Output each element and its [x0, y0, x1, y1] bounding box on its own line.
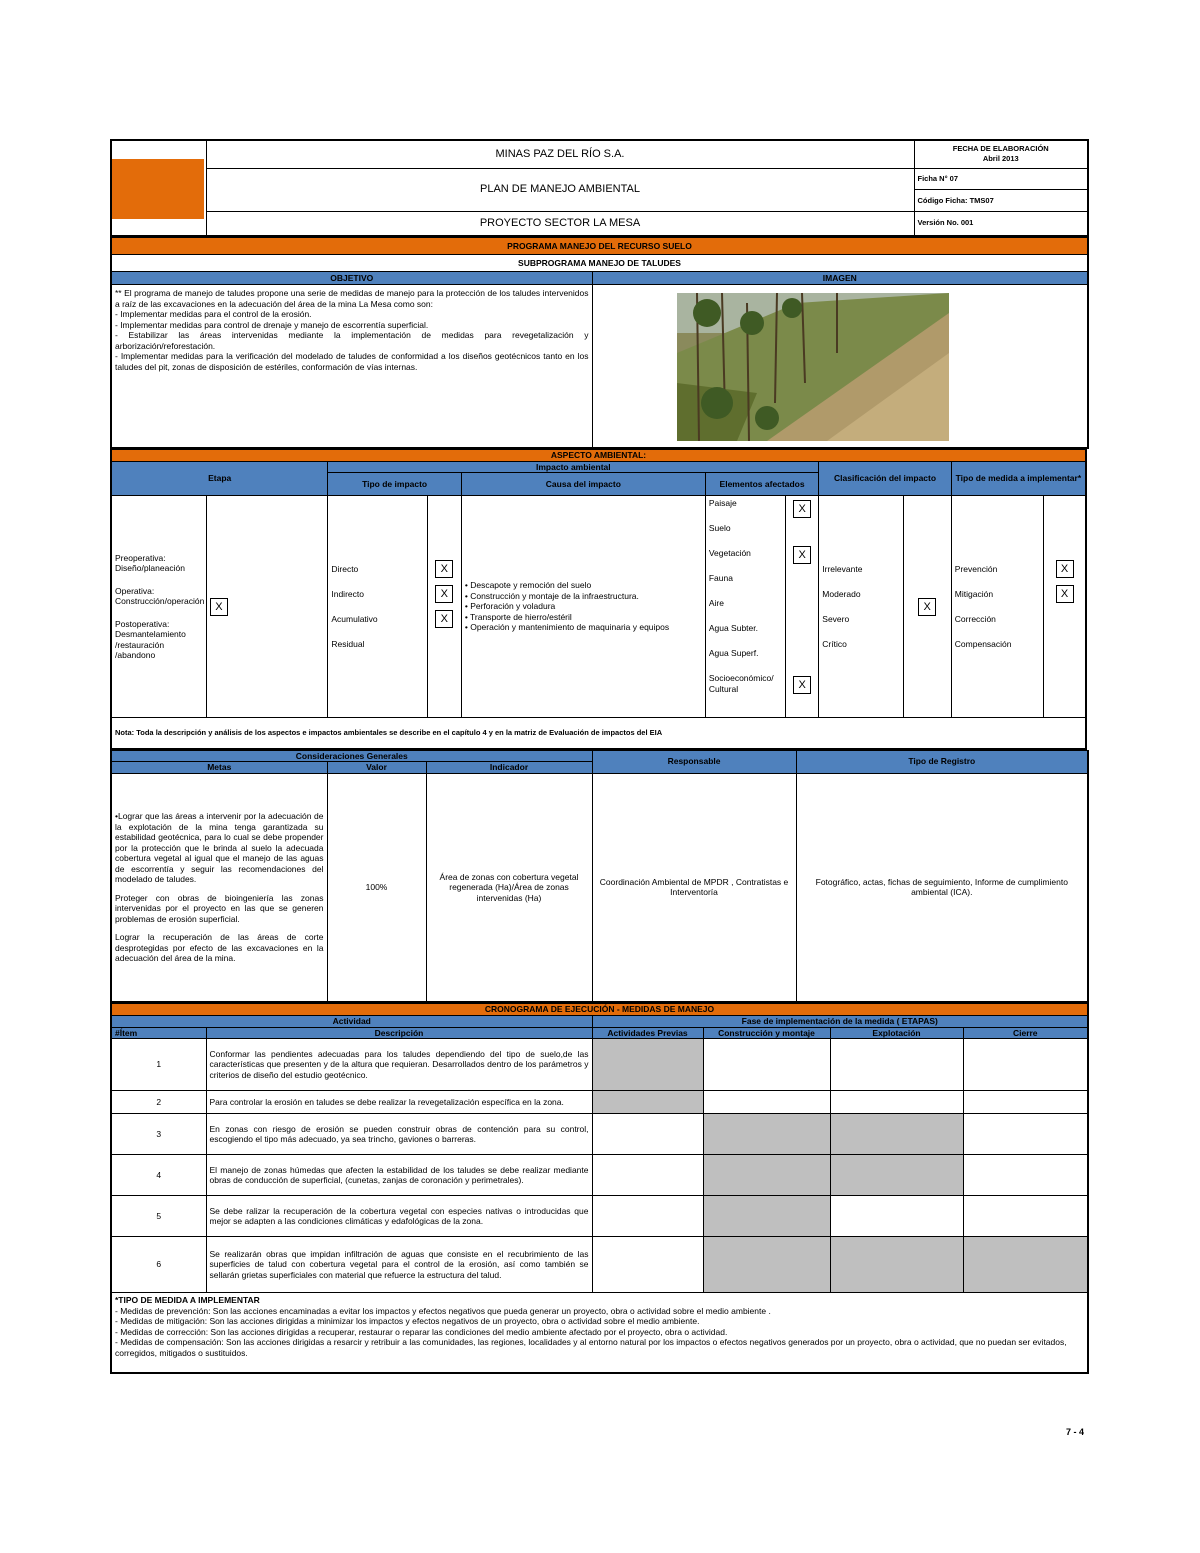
row-description: El manejo de zonas húmedas que afecten la estabilidad de los taludes se debe realizar mediante obras de conducción de superficial, (cunetas, zanjas de coronación y perimetrales).	[206, 1155, 592, 1196]
tipo-medida-title: *TIPO DE MEDIDA A IMPLEMENTAR	[115, 1295, 260, 1305]
etapa-item: Diseño/planeación	[115, 563, 185, 573]
objetivo-line: - Estabilizar las áreas intervenidas mediante la implementación de medidas para revegetalización y arborización/reforestación.	[115, 330, 589, 351]
valor-value: 100%	[327, 773, 426, 1002]
fecha-value: Abril 2013	[982, 154, 1019, 164]
etapa-item: Desmantelamiento /restauración /abandono	[115, 629, 186, 660]
phase-cell	[830, 1039, 963, 1091]
cronograma-title: CRONOGRAMA DE EJECUCIÓN - MEDIDAS DE MANEJO	[111, 1004, 1088, 1016]
table-row	[111, 1155, 1088, 1196]
registro-value: Fotográfico, actas, fichas de seguimiento, Informe de cumplimiento ambiental (ICA).	[796, 773, 1088, 1002]
col-actividades-previas: Actividades Previas	[592, 1027, 703, 1039]
indicador-value: Área de zonas con cobertura vegetal regenerada (Ha)/Área de zonas intervenidas (Ha)	[426, 773, 592, 1002]
phase-cell	[592, 1114, 703, 1155]
tipo-item: Residual	[331, 638, 365, 649]
etapa-list	[111, 496, 206, 718]
meta-item: Proteger con obras de bioingeniería las zonas intervenidas por el proyecto en las que se generen problemas de erosión superficial.	[115, 892, 324, 924]
clasificacion-item: Moderado	[822, 588, 861, 599]
tipo-medida-line: - Medidas de mitigación: Son las acciones dirigidas a minimizar los impactos y efectos negativos de un proyecto, obra o actividad sobre el medio ambiente.	[115, 1316, 700, 1326]
header-table	[110, 139, 1089, 237]
row-description: Conformar las pendientes adecuadas para los taludes dependiendo del tipo de suelo,de las características que presenten y de la altura que requieran. Desarrollados dentro de los parámetros y criterios de diseño del estudio geotécnico.	[206, 1039, 592, 1091]
cronograma-table	[110, 1003, 1089, 1374]
codigo-ficha: Código Ficha: TMS07	[917, 195, 994, 205]
phase-cell	[703, 1039, 830, 1091]
phase-cell-filled	[830, 1155, 963, 1196]
fecha-label: FECHA DE ELABORACIÓN	[952, 143, 1049, 153]
row-description: Se realizarán obras que impidan infiltración de aguas que consiste en el recubrimiento de las superficies de talud con cobertura vegetal para el control de la erosión, así como también se sellarán grietas superficiales con material que refuerce la estructura del talud.	[206, 1237, 592, 1293]
etapa-mark: X	[210, 598, 228, 616]
causa-header: Causa del impacto	[461, 473, 705, 496]
metas-header: Metas	[111, 762, 327, 774]
imagen-cell	[592, 285, 1088, 448]
elemento-item: Fauna	[708, 573, 733, 583]
indicador-header: Indicador	[426, 762, 592, 774]
elemento-item: Socioeconómico/ Cultural	[708, 673, 774, 694]
metas-cell	[111, 773, 327, 1002]
medida-mark: X	[1056, 560, 1074, 578]
phase-cell	[592, 1237, 703, 1293]
responsable-value: Coordinación Ambiental de MPDR , Contratistas e Interventoría	[592, 773, 796, 1002]
page-number: 7 - 4	[1066, 1427, 1085, 1437]
tipo-mark: X	[435, 560, 453, 578]
table-row	[111, 1114, 1088, 1155]
tipo-item: Directo	[331, 563, 359, 574]
project-title: PROYECTO SECTOR LA MESA	[206, 211, 914, 236]
tipo-marks	[427, 496, 461, 718]
row-number: 6	[111, 1237, 206, 1293]
consideraciones-header: Consideraciones Generales	[111, 750, 592, 762]
elementos-list	[705, 496, 785, 718]
phase-cell	[963, 1091, 1088, 1114]
elementos-marks	[786, 496, 819, 718]
program-title: PROGRAMA MANEJO DEL RECURSO SUELO	[111, 238, 1088, 255]
phase-cell	[592, 1196, 703, 1237]
row-description: En zonas con riesgo de erosión se pueden construir obras de contención para su control, escogiendo el tipo más adecuado, ya sea trincho, gaviones o barreras.	[206, 1114, 592, 1155]
consideraciones-table	[110, 750, 1089, 1004]
causa-item: • Perforación y voladura	[464, 601, 556, 612]
phase-cell	[703, 1091, 830, 1114]
col-cierre: Cierre	[963, 1027, 1088, 1039]
objetivo-line: - Implementar medidas para la verificación del modelado de taludes de conformidad a los diseños geotécnicos tanto en los taludes del pit, zonas de disposición de estériles, conformación de vías internas.	[115, 351, 589, 372]
row-number: 5	[111, 1196, 206, 1237]
subprogram-title: SUBPROGRAMA MANEJO DE TALUDES	[111, 255, 1088, 272]
phase-cell-filled	[830, 1114, 963, 1155]
aspecto-table	[110, 449, 1087, 750]
objetivo-line: ** El programa de manejo de taludes propone una serie de medidas de manejo para la protección de los taludes intervenidos a raíz de las excavaciones en la adecuación del área de la mina La Mesa como son:	[115, 288, 589, 309]
tipo-medida-notes	[111, 1293, 1088, 1373]
imagen-header: IMAGEN	[592, 272, 1088, 285]
clasificacion-mark: X	[918, 598, 936, 616]
medida-mark: X	[1056, 585, 1074, 603]
tipo-impacto-header: Tipo de impacto	[328, 473, 462, 496]
clasificacion-marks	[903, 496, 951, 718]
phase-cell-filled	[703, 1114, 830, 1155]
table-row	[111, 1091, 1088, 1114]
table-row	[111, 1039, 1088, 1091]
aspecto-title: ASPECTO AMBIENTAL:	[111, 449, 1086, 461]
tipo-impacto-list	[328, 496, 427, 718]
logo	[112, 159, 204, 219]
phase-cell	[963, 1114, 1088, 1155]
phase-cell-filled	[703, 1155, 830, 1196]
tipo-medida-line: - Medidas de compensación: Son las acciones dirigidas a resarcir y retribuir a las comunidades, las regiones, localidades y al entorno natural por los impactos o efectos negativos generados por un proyecto, obra o actividad, que no puedan ser evitados, corregidos, mitigados o sustituidos.	[115, 1337, 1067, 1358]
clasificacion-list	[819, 496, 903, 718]
tipo-medida-header: Tipo de medida a implementar*	[951, 461, 1086, 496]
elemento-item: Suelo	[708, 523, 731, 533]
plan-title: PLAN DE MANEJO AMBIENTAL	[206, 168, 914, 211]
phase-cell	[830, 1091, 963, 1114]
phase-cell	[592, 1155, 703, 1196]
row-number: 1	[111, 1039, 206, 1091]
clasificacion-item: Crítico	[822, 638, 847, 649]
elemento-item: Agua Superf.	[708, 648, 759, 658]
tipo-item: Indirecto	[331, 588, 364, 599]
impacto-header: Impacto ambiental	[328, 461, 819, 473]
clasificacion-item: Severo	[822, 613, 850, 624]
phase-cell	[830, 1196, 963, 1237]
phase-cell-filled	[703, 1196, 830, 1237]
causa-item: • Operación y mantenimiento de maquinaria y equipos	[464, 622, 670, 633]
tipo-medida-line: - Medidas de prevención: Son las acciones encaminadas a evitar los impactos y efectos negativos que pueda generar un proyecto, obra o actividad sobre el medio ambiente .	[115, 1305, 771, 1316]
table-row	[111, 1196, 1088, 1237]
causa-item: • Transporte de hierro/estéril	[464, 611, 572, 622]
logo-cell	[111, 140, 206, 236]
aspecto-nota: Nota: Toda la descripción y análisis de los aspectos e impactos ambientales se describe en el capítulo 4 y en la matriz de Evaluación de impactos del EIA	[111, 718, 1086, 749]
phase-cell-filled	[963, 1237, 1088, 1293]
medida-item: Mitigación	[954, 588, 994, 599]
phase-cell-filled	[592, 1091, 703, 1114]
tipo-medida-line: - Medidas de corrección: Son las acciones dirigidas a recuperar, restaurar o reparar las condiciones del medio ambiente afectado por el proyecto, obra o actividad.	[115, 1326, 728, 1337]
phase-cell	[963, 1039, 1088, 1091]
col-explotacion: Explotación	[830, 1027, 963, 1039]
company-name: MINAS PAZ DEL RÍO S.A.	[206, 140, 914, 168]
phase-cell-filled	[830, 1237, 963, 1293]
clasificacion-item: Irrelevante	[822, 563, 863, 574]
elemento-item: Agua Subter.	[708, 623, 758, 633]
fecha-cell	[914, 140, 1088, 168]
fase-header: Fase de implementación de la medida ( ETAPAS)	[592, 1016, 1088, 1028]
tipo-mark: X	[435, 610, 453, 628]
etapa-header: Etapa	[111, 461, 328, 496]
phase-cell-filled	[703, 1237, 830, 1293]
medidas-marks	[1044, 496, 1086, 718]
valor-header: Valor	[327, 762, 426, 774]
objetivo-line: - Implementar medidas para control de drenaje y manejo de escorrentía superficial.	[115, 319, 429, 330]
elemento-mark: X	[793, 546, 811, 564]
medidas-list	[951, 496, 1043, 718]
phase-cell	[963, 1155, 1088, 1196]
meta-item: Lograr la recuperación de las áreas de corte desprotegidas por efecto de las excavaciones en la adecuación del área de la mina.	[115, 932, 324, 963]
causa-list	[461, 496, 705, 718]
causa-item: • Construcción y montaje de la infraestructura.	[464, 590, 639, 601]
row-description: Se debe ralizar la recuperación de la cobertura vegetal con especies nativas o introducidas que mejor se adapten a las condiciones climáticas y edafológicas de la zona.	[206, 1196, 592, 1237]
phase-cell-filled	[592, 1039, 703, 1091]
item-header: #Ítem	[111, 1027, 206, 1039]
medida-item: Prevención	[954, 563, 998, 574]
etapa-item: Preoperativa:	[115, 552, 166, 563]
ficha-cell	[914, 168, 1088, 211]
objetivo-text	[111, 285, 592, 448]
etapa-mark-cell	[206, 496, 327, 718]
col-construccion: Construcción y montaje	[703, 1027, 830, 1039]
row-number: 4	[111, 1155, 206, 1196]
responsable-header: Responsable	[592, 750, 796, 773]
elemento-item: Paisaje	[708, 498, 737, 508]
row-number: 3	[111, 1114, 206, 1155]
causa-item: • Descapote y remoción del suelo	[464, 580, 592, 591]
tipo-item: Acumulativo	[331, 613, 378, 624]
objective-table	[110, 237, 1089, 449]
elemento-item: Vegetación	[708, 548, 751, 558]
elemento-mark: X	[793, 676, 811, 694]
medida-item: Corrección	[954, 613, 996, 624]
meta-item: •Lograr que las áreas a intervenir por la adecuación de la explotación de la mina tenga garantizada su estabilidad geotécnica, para lo cual se debe propender por la protección que le brinda al suelo la adecuada cobertura vegetal al igual que el manejo de las aguas de escorrentía y seguir las recomendaciones del modelado de taludes.	[115, 811, 324, 884]
medida-item: Compensación	[954, 638, 1012, 649]
elemento-mark: X	[793, 500, 811, 518]
descripcion-header: Descripción	[206, 1027, 592, 1039]
objetivo-line: - Implementar medidas para el control de la erosión.	[115, 309, 312, 319]
phase-cell	[963, 1196, 1088, 1237]
slope-photo	[677, 293, 949, 441]
document-form	[110, 139, 1087, 1374]
objetivo-header: OBJETIVO	[111, 272, 592, 285]
version-number: Versión No. 001	[914, 211, 1088, 236]
etapa-item: Postoperativa:	[115, 618, 170, 629]
clasificacion-header: Clasificación del impacto	[819, 461, 952, 496]
row-description: Para controlar la erosión en taludes se debe realizar la revegetalización específica en la zona.	[206, 1091, 592, 1114]
row-number: 2	[111, 1091, 206, 1114]
etapa-item: Operativa:	[115, 585, 155, 596]
elemento-item: Aire	[708, 598, 724, 608]
etapa-item: Construcción/operación	[115, 596, 205, 606]
table-row	[111, 1237, 1088, 1293]
tipo-mark: X	[435, 585, 453, 603]
elementos-header: Elementos afectados	[705, 473, 818, 496]
ficha-number: Ficha N° 07	[915, 169, 1088, 190]
registro-header: Tipo de Registro	[796, 750, 1088, 773]
actividad-header: Actividad	[111, 1016, 592, 1028]
